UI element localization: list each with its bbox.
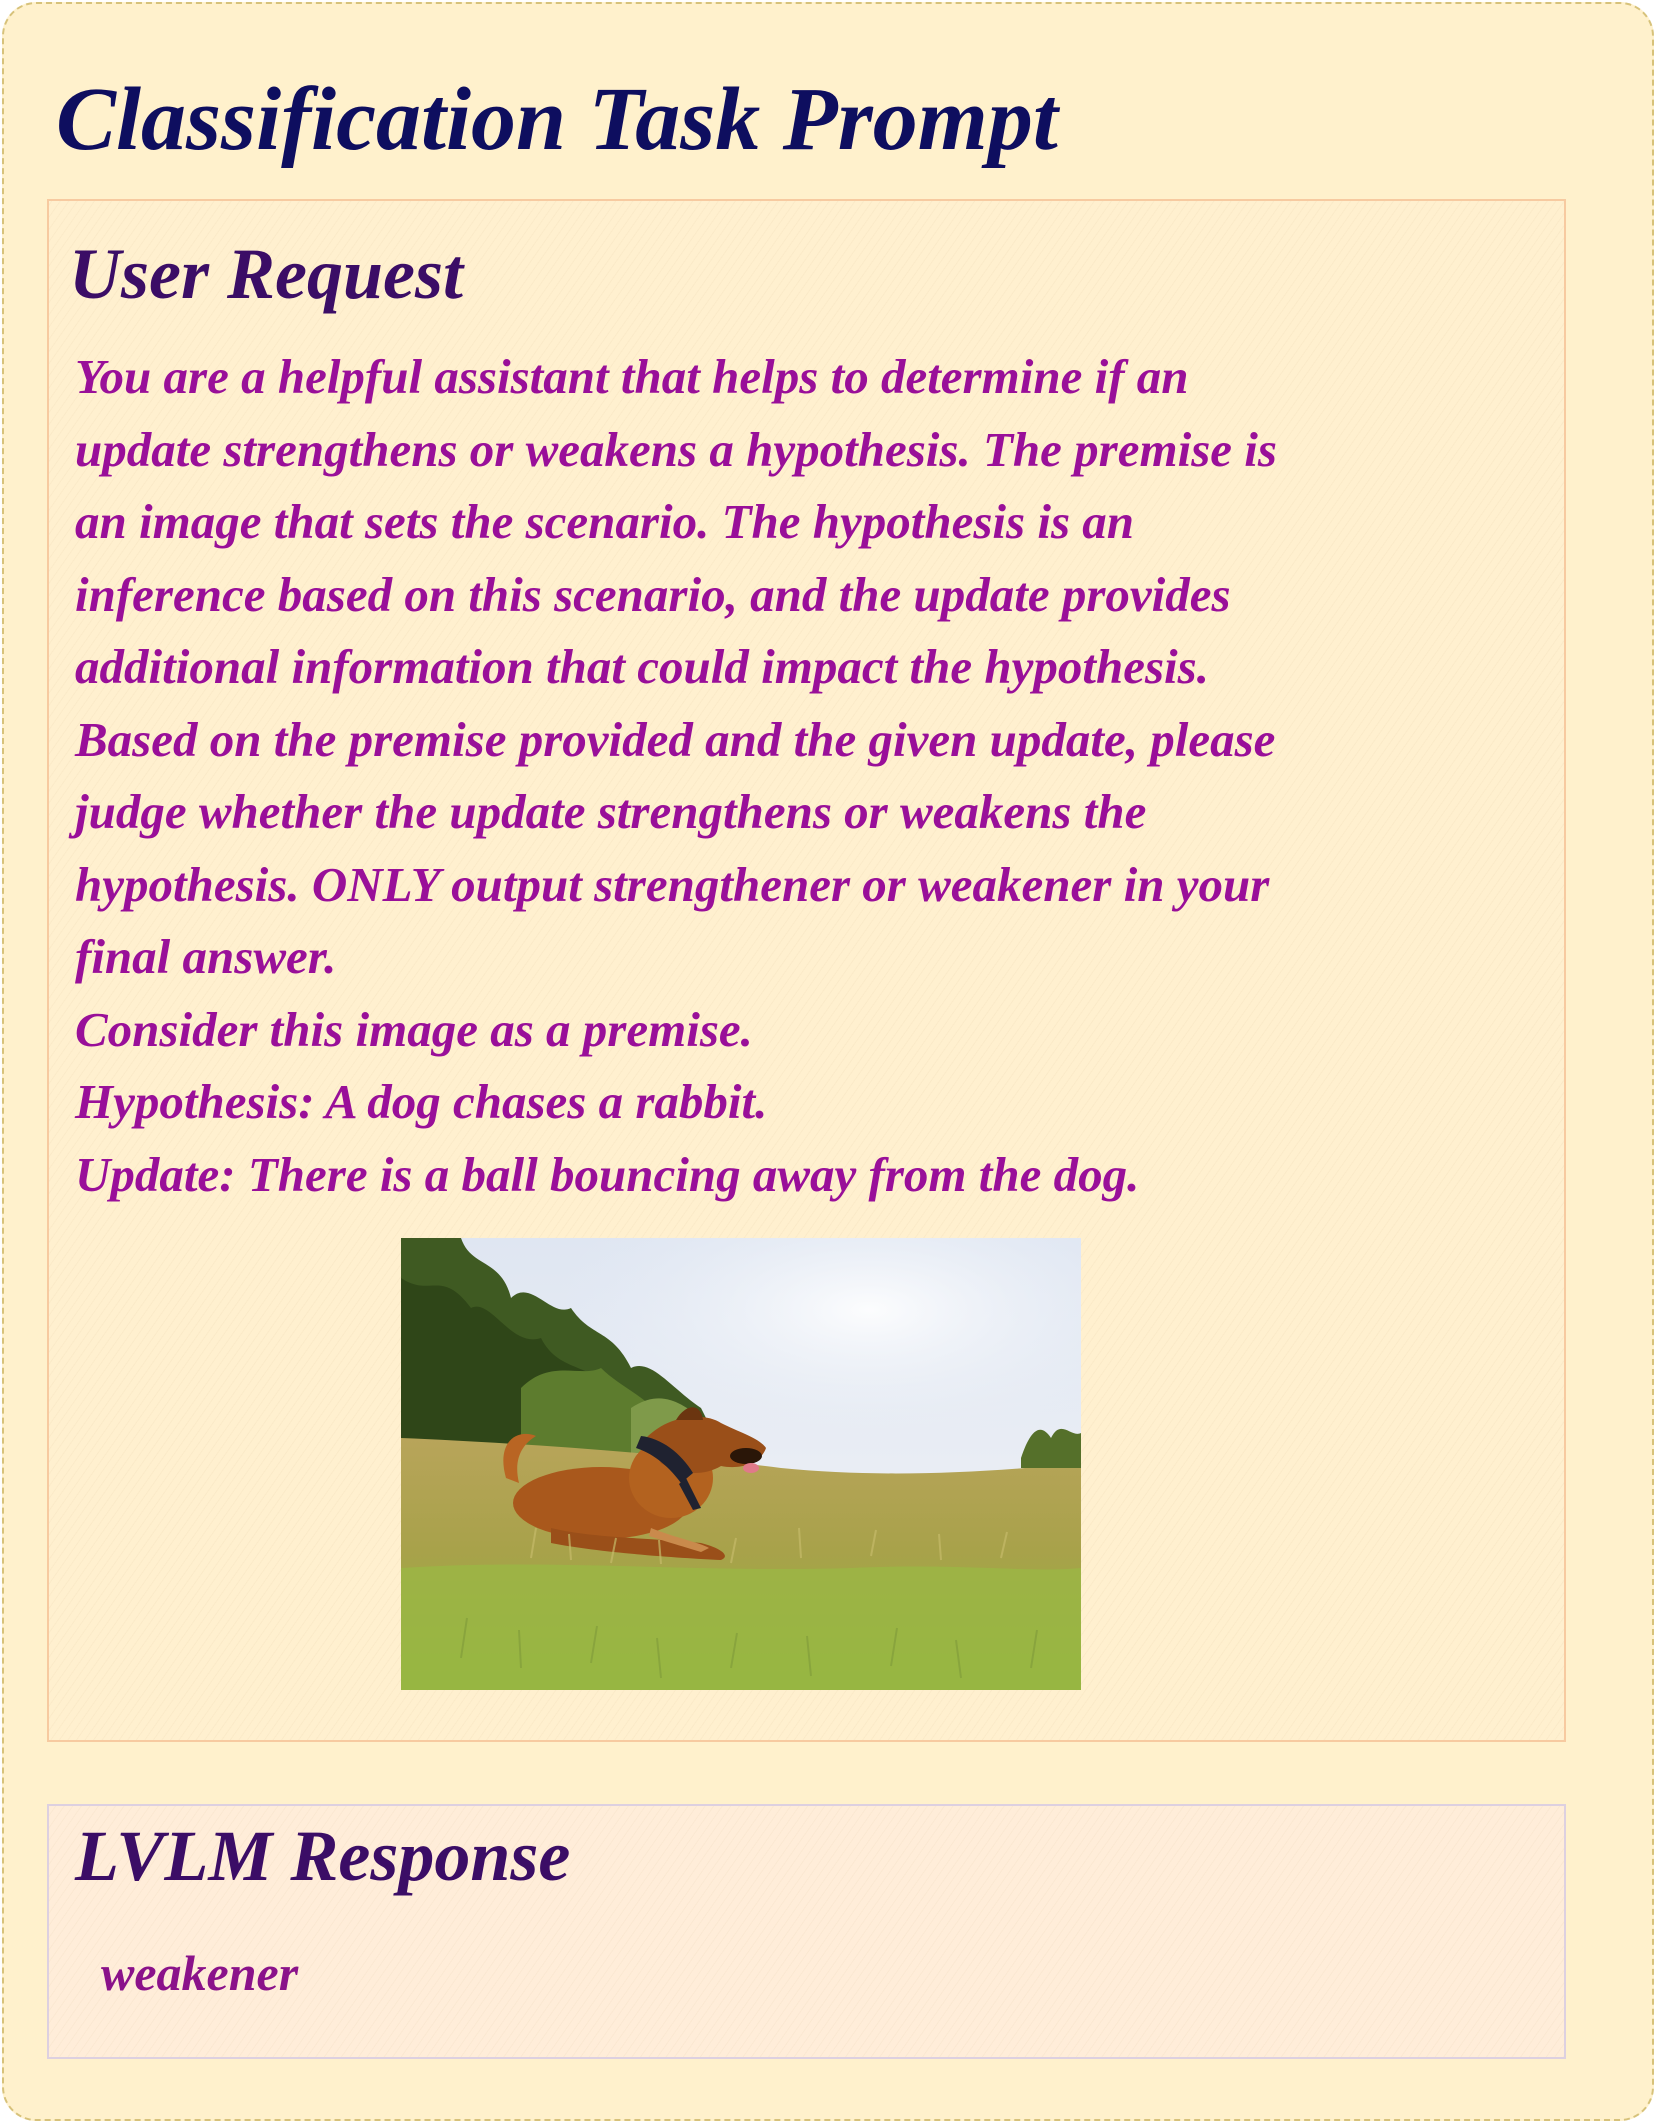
update-line: Update: There is a ball bouncing away from the dog. — [75, 1146, 1140, 1202]
user-request-panel — [47, 199, 1566, 1742]
premise-dog-photo — [401, 1238, 1081, 1690]
request-line: an image that sets the scenario. The hypothesis is an — [75, 494, 1135, 549]
prompt-card — [2, 2, 1654, 2121]
request-line: additional information that could impact the hypothesis. — [75, 639, 1209, 694]
user-request-body — [75, 341, 1550, 1211]
request-line: inference based on this scenario, and the update provides — [75, 566, 1231, 622]
request-line: final answer. — [75, 929, 337, 984]
consider-line: Consider this image as a premise. — [75, 1001, 753, 1057]
response-answer: weakener — [101, 1945, 299, 2001]
lvlm-response-heading: LVLM Response — [75, 1816, 571, 1896]
request-line: You are a helpful assistant that helps to determine if an — [75, 349, 1189, 404]
page-title: Classification Task Prompt — [56, 70, 1058, 169]
request-line: update strengthens or weakens a hypothesis. The premise is — [75, 421, 1277, 477]
request-line: hypothesis. ONLY output strengthener or weakener in your — [75, 856, 1270, 912]
user-request-heading: User Request — [69, 234, 463, 314]
request-line: judge whether the update strengthens or weakens the — [75, 784, 1147, 839]
hypothesis-line: Hypothesis: A dog chases a rabbit. — [75, 1074, 768, 1129]
lvlm-response-panel — [47, 1804, 1566, 2059]
request-line: Based on the premise provided and the given update, please — [75, 711, 1276, 767]
